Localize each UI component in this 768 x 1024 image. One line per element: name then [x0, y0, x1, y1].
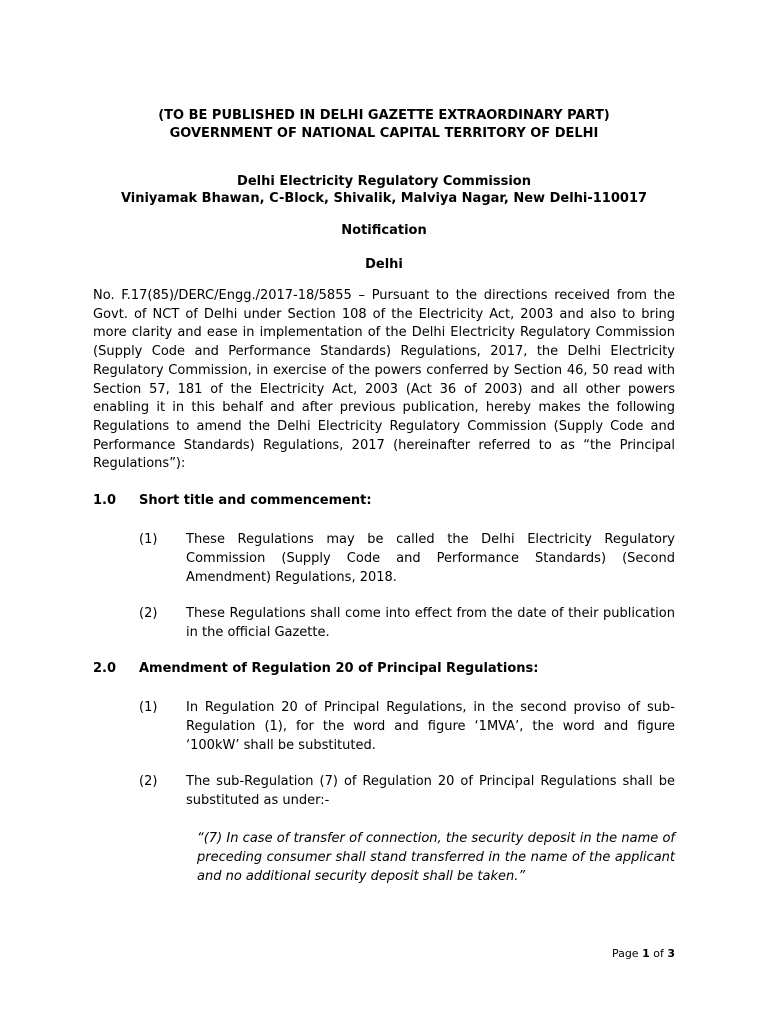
- substituted-regulation-quote: “(7) In case of transfer of connection, the security deposit in the name of preceding consumer shall stand transferred in the name of the applicant and no additional security deposit shall be taken.”: [197, 831, 675, 884]
- section-number: 2.0: [93, 661, 117, 676]
- clause-number: (2): [139, 606, 158, 621]
- clause-text: In Regulation 20 of Principal Regulations, in the second proviso of sub-Regulation (1), for the word and figure ‘1MVA’, the word and figure ‘100kW’ shall be substituted.: [186, 700, 675, 753]
- section-number: 1.0: [93, 493, 117, 508]
- clause-number: (1): [139, 532, 158, 547]
- commission-address: Viniyamak Bhawan, C-Block, Shivalik, Malviya Nagar, New Delhi-110017: [120, 191, 648, 206]
- clause-text: The sub-Regulation (7) of Regulation 20 of Principal Regulations shall be substituted as under:-: [186, 774, 675, 808]
- notification-title: Notification: [341, 223, 427, 238]
- clause-number: (2): [139, 774, 158, 789]
- preamble-paragraph: No. F.17(85)/DERC/Engg./2017-18/5855 – Pursuant to the directions received from the Govt. of NCT of Delhi under Section 108 of the Electricity Act, 2003 and also to bring more clarity and ease in implementation of the Delhi Electricity Regulatory Commission (Supply Code and Performance Standards) Regulations, 2017, the Delhi Electricity Regulatory Commission, in exercise of the powers conferred by Section 46, 50 read with Section 57, 181 of the Electricity Act, 2003 (Act 36 of 2003) and all other powers enabling it in this behalf and after previous publication, hereby makes the following Regulations to amend the Delhi Electricity Regulatory Commission (Supply Code and Performance Standards) Regulations, 2017 (hereinafter referred to as “the Principal Regulations”):: [93, 288, 675, 472]
- current-page: 1: [642, 947, 650, 960]
- gazette-heading: (TO BE PUBLISHED IN DELHI GAZETTE EXTRAORDINARY PART): [158, 108, 610, 123]
- page-label: Page: [611, 947, 639, 960]
- government-heading: GOVERNMENT OF NATIONAL CAPITAL TERRITORY OF DELHI: [169, 126, 599, 141]
- clause-text: These Regulations shall come into effect from the date of their publication in the official Gazette.: [186, 606, 675, 640]
- clause-text: These Regulations may be called the Delhi Electricity Regulatory Commission (Supply Code and Performance Standards) (Second Amendment) Regulations, 2018.: [186, 532, 675, 585]
- total-pages: 3: [667, 947, 675, 960]
- page-number: [560, 947, 675, 961]
- page-of-label: of: [653, 947, 664, 960]
- section-title: Short title and commencement:: [139, 493, 372, 508]
- clause-number: (1): [139, 700, 158, 715]
- commission-name: Delhi Electricity Regulatory Commission: [237, 174, 531, 189]
- place-heading: Delhi: [365, 257, 403, 272]
- section-title: Amendment of Regulation 20 of Principal Regulations:: [139, 661, 539, 676]
